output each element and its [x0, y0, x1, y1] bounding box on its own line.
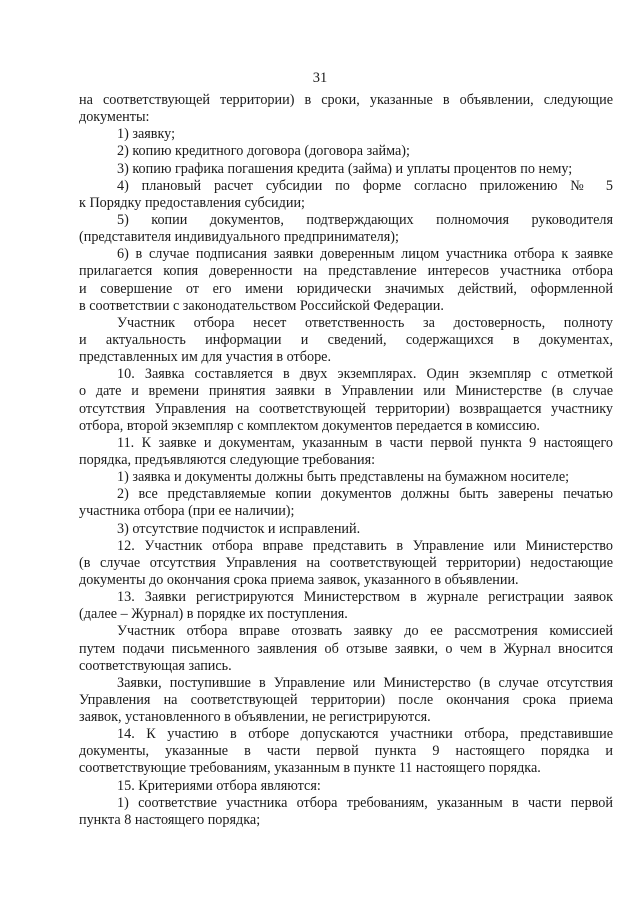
- text-line: и актуальность информации и сведений, содержащихся в документах,: [79, 331, 613, 348]
- text-line: порядка, предъявляются следующие требования:: [79, 451, 376, 468]
- text-line: 1) заявка и документы должны быть представлены на бумажном носителе;: [117, 469, 570, 486]
- text-line: 15. Критериями отбора являются:: [117, 777, 321, 794]
- text-line: 5) копии документов, подтверждающих полномочия руководителя: [117, 211, 613, 228]
- text-line: 1) заявку;: [117, 126, 176, 143]
- page-number: 31: [312, 70, 328, 86]
- text-line: Участник отбора вправе отозвать заявку до ее рассмотрения комиссией: [117, 623, 613, 640]
- text-line: 2) все представляемые копии документов должны быть заверены печатью: [117, 486, 613, 503]
- text-line: (в случае отсутствия Управления на соответствующей территории) недостающие: [79, 554, 613, 571]
- text-line: 2) копию кредитного договора (договора займа);: [117, 143, 410, 160]
- text-line: 14. К участию в отборе допускаются участники отбора, представившие: [117, 726, 613, 743]
- text-line: в соответствии с законодательством Российской Федерации.: [79, 297, 444, 314]
- text-line: соответствующая запись.: [79, 657, 232, 674]
- text-line: прилагается копия доверенности на представление интересов участника отбора: [79, 263, 613, 280]
- text-line: Заявки, поступившие в Управление или Министерство (в случае отсутствия: [117, 674, 613, 691]
- text-line: о дате и времени принятия заявки в Управлении или Министерстве (в случае: [79, 383, 613, 400]
- text-line: на соответствующей территории) в сроки, указанные в объявлении, следующие: [79, 92, 613, 108]
- text-line: 3) копию графика погашения кредита (займа) и уплаты процентов по нему;: [117, 160, 573, 177]
- text-line: к Порядку предоставления субсидии;: [79, 194, 305, 211]
- text-line: заявок, установленного в объявлении, не регистрируются.: [79, 709, 431, 726]
- text-line: Управления на соответствующей территории) после окончания срока приема: [79, 691, 613, 708]
- text-line: (далее – Журнал) в порядке их поступления.: [79, 606, 348, 623]
- text-line: представленных им для участия в отборе.: [79, 349, 332, 366]
- text-line: пункта 8 настоящего порядка;: [79, 811, 261, 828]
- text-line: 4) плановый расчет субсидии по форме согласно приложению № 5: [117, 177, 613, 194]
- text-line: 6) в случае подписания заявки доверенным лицом участника отбора к заявке: [117, 246, 613, 263]
- text-line: и совершение от его имени юридически значимых действий, оформленной: [79, 280, 613, 297]
- text-line: документы до окончания срока приема заявок, указанного в объявлении.: [79, 571, 519, 588]
- text-line: соответствующие требованиям, указанным в пункте 11 настоящего порядка.: [79, 760, 541, 777]
- text-line: документы, указанные в части первой пункта 9 настоящего порядка и: [79, 743, 613, 760]
- text-line: 11. К заявке и документам, указанным в части первой пункта 9 настоящего: [117, 434, 613, 451]
- text-line: участника отбора (при ее наличии);: [79, 503, 295, 520]
- text-line: 1) соответствие участника отбора требованиям, указанным в части первой: [117, 794, 613, 811]
- text-line: 12. Участник отбора вправе представить в Управление или Министерство: [117, 537, 613, 554]
- text-line: путем подачи письменного заявления об отзыве заявки, о чем в Журнал вносится: [79, 640, 613, 657]
- text-line: Участник отбора несет ответственность за достоверность, полноту: [117, 314, 613, 331]
- text-line: документы:: [79, 109, 150, 126]
- text-line: 10. Заявка составляется в двух экземплярах. Один экземпляр с отметкой: [117, 366, 613, 383]
- document-body: [79, 92, 613, 829]
- text-line: отсутствия Управления на соответствующей территории) возвращается участнику: [79, 400, 613, 417]
- text-line: отбора, второй экземпляр с комплектом документов передается в комиссию.: [79, 417, 540, 434]
- text-line: 3) отсутствие подчисток и исправлений.: [117, 520, 361, 537]
- text-line: 13. Заявки регистрируются Министерством в журнале регистрации заявок: [117, 589, 613, 606]
- text-line: (представителя индивидуального предпринимателя);: [79, 229, 399, 246]
